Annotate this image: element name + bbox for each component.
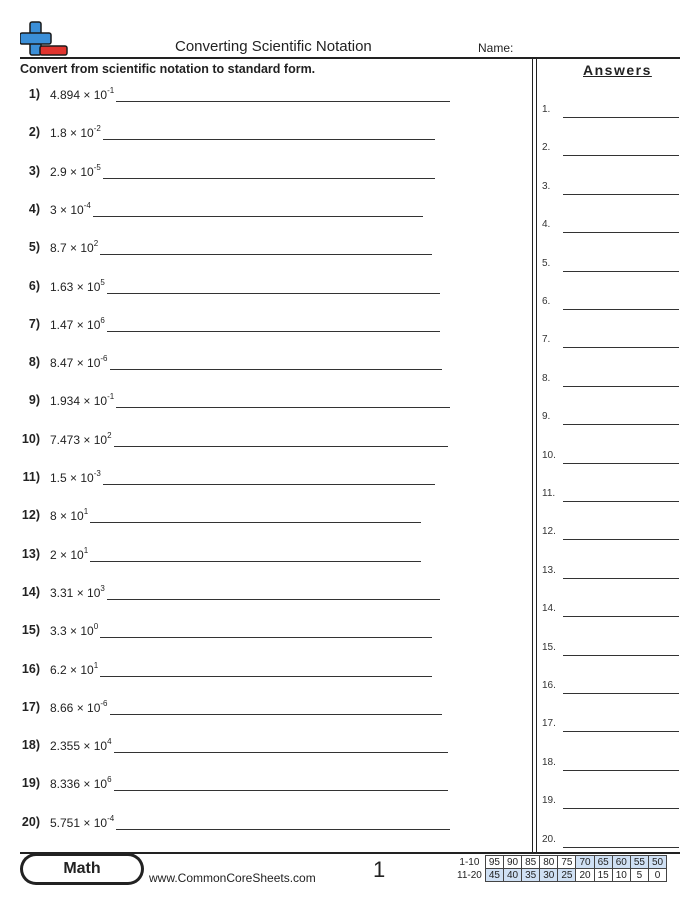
problem-number: 13) [21,546,40,561]
work-line[interactable] [110,714,442,715]
coefficient: 2 × 10 [50,547,84,562]
coefficient: 5.751 × 10 [50,815,108,830]
exponent: -1 [107,392,115,402]
page-number: 1 [373,857,386,882]
problem-number: 10) [21,431,40,446]
answer-blank[interactable] [563,424,679,425]
answer-blank[interactable] [563,616,679,617]
score-cell: 40 [503,869,521,882]
answer-blank[interactable] [563,463,679,464]
answer-number: 12. [542,526,556,538]
score-range-label: 1-10 [459,856,480,868]
coefficient: 8.47 × 10 [50,356,101,371]
answer-blank[interactable] [563,117,679,118]
answer-row [0,565,700,583]
problem-row [0,277,530,297]
answer-row [0,603,700,621]
problem-number: 7) [28,316,40,331]
work-line[interactable] [110,369,442,370]
exponent: -4 [107,813,115,823]
score-cell: 5 [630,869,648,882]
answer-row [0,642,700,660]
score-cell: 70 [576,856,594,869]
coefficient: 3.31 × 10 [50,585,101,600]
problem-expression [50,739,112,753]
answer-row [0,104,700,122]
problem-number: 18) [21,738,40,753]
problem-number: 15) [21,623,40,638]
answer-number: 20. [542,833,556,845]
answer-blank[interactable] [563,309,679,310]
answer-blank[interactable] [563,693,679,694]
coefficient: 8.66 × 10 [50,700,101,715]
score-cell: 75 [558,856,576,869]
answer-blank[interactable] [563,386,679,387]
work-line[interactable] [114,790,448,791]
score-cell: 85 [522,856,540,869]
problem-number: 9) [28,393,40,408]
problem-row [0,506,530,526]
score-cell: 95 [485,856,503,869]
score-table [454,855,667,882]
coefficient: 8 × 10 [50,509,84,524]
answers-title: Answers [583,62,652,78]
problem-expression [50,777,112,791]
problem-number: 19) [21,776,40,791]
problem-number: 4) [28,201,40,216]
exponent: 4 [107,737,112,747]
answer-number: 11. [542,488,556,499]
answer-blank[interactable] [563,808,679,809]
work-line[interactable] [107,599,440,600]
exponent: 3 [100,583,105,593]
exponent: -5 [93,162,101,172]
problem-expression [50,200,91,217]
problem-row [0,85,530,105]
coefficient: 1.934 × 10 [50,394,108,409]
work-line[interactable] [114,446,448,447]
answer-row [0,757,700,775]
answer-row [0,219,700,237]
score-range-label: 11-20 [457,869,482,881]
answer-number: 4. [542,219,551,231]
exponent: 1 [83,545,89,555]
header-divider [20,57,680,59]
answer-number: 13. [542,564,556,576]
problem-number: 6) [28,278,40,293]
score-cell: 65 [594,856,612,869]
answer-row [0,795,700,813]
problem-row [0,621,530,641]
answer-blank[interactable] [563,655,679,656]
problem-number: 14) [21,584,40,599]
problem-number: 1) [28,87,40,101]
problem-row [0,736,530,756]
problem-row [0,353,530,373]
work-line[interactable] [90,522,421,523]
score-cell: 30 [540,869,558,882]
answer-number: 7. [542,334,551,346]
problem-expression [50,624,98,638]
coefficient: 7.473 × 10 [50,432,108,447]
work-line[interactable] [103,139,435,140]
answer-blank[interactable] [563,731,679,732]
score-cell: 20 [576,869,594,882]
problem-expression [50,241,98,255]
problem-expression [50,394,114,408]
answer-row [0,488,700,506]
problem-number: 5) [28,240,40,255]
problem-expression [50,356,108,370]
work-line[interactable] [100,637,432,638]
exponent: 1 [93,660,99,670]
answer-row [0,334,700,352]
coefficient: 1.8 × 10 [50,126,94,141]
answer-number: 19. [542,795,556,807]
exponent: 2 [93,239,99,249]
work-line[interactable] [100,676,432,677]
problem-expression [50,509,88,523]
answer-row [0,834,700,852]
answer-row [0,142,700,160]
score-cell: 45 [485,869,503,882]
answer-number: 10. [542,449,556,461]
exponent: -1 [107,86,115,95]
coefficient: 6.2 × 10 [50,662,94,677]
work-line[interactable] [103,484,435,485]
problem-expression [50,277,105,294]
answer-blank[interactable] [563,347,679,348]
answer-number: 6. [542,296,551,307]
answer-number: 3. [542,180,551,192]
website-url: www.CommonCoreSheets.com [149,871,316,885]
work-line[interactable] [90,561,421,562]
work-line[interactable] [103,178,435,179]
answer-row [0,373,700,391]
problem-expression [50,660,99,677]
problem-row [0,468,530,488]
problem-expression [50,88,114,102]
problem-row [0,238,530,258]
answer-row [0,258,700,276]
coefficient: 2.355 × 10 [50,739,108,754]
problem-row [0,660,530,680]
answer-number: 9. [542,411,551,423]
problem-expression [50,583,105,600]
plus-minus-logo-icon [20,20,68,60]
answer-row [0,526,700,544]
answer-number: 5. [542,257,551,269]
answer-number: 16. [542,680,556,691]
name-label: Name: [478,41,514,55]
answer-number: 18. [542,756,556,768]
problem-row [0,545,530,565]
work-line[interactable] [100,254,432,255]
answer-row [0,181,700,199]
score-row [454,856,667,869]
answer-row [0,680,700,698]
problem-expression [50,471,101,485]
math-badge [20,853,144,885]
coefficient: 2.9 × 10 [50,164,94,179]
answer-blank[interactable] [563,271,679,272]
answer-blank[interactable] [563,847,679,848]
score-cell: 15 [594,869,612,882]
math-badge-label: Math [63,860,101,877]
answer-number: 8. [542,372,551,384]
answer-number: 1. [542,104,551,115]
exponent: 2 [107,430,112,440]
coefficient: 1.47 × 10 [50,317,101,332]
exponent: 1 [83,507,89,517]
problem-row [0,123,530,143]
answer-blank[interactable] [563,155,679,156]
problem-row [0,162,530,182]
problem-expression [50,698,108,715]
problem-number: 8) [28,355,40,370]
coefficient: 1.5 × 10 [50,471,94,485]
answer-blank[interactable] [563,770,679,771]
answer-number: 17. [542,718,556,730]
score-cell: 10 [612,869,630,882]
answer-blank[interactable] [563,501,679,502]
problem-number: 16) [21,661,40,676]
work-line[interactable] [107,331,440,332]
problem-row [0,200,530,220]
answer-row [0,296,700,314]
exponent: -6 [100,698,108,708]
work-line[interactable] [93,216,423,217]
problem-row [0,813,530,833]
exponent: -2 [93,124,101,134]
problem-expression [50,813,115,830]
exponent: -6 [100,354,108,364]
work-line[interactable] [116,407,450,408]
exponent: 5 [100,277,105,287]
work-line[interactable] [107,293,440,294]
work-line[interactable] [114,752,448,753]
problem-expression [50,545,89,562]
answer-blank[interactable] [563,539,679,540]
problem-row [0,698,530,718]
score-cell: 60 [612,856,630,869]
problem-row [0,315,530,335]
answer-number: 2. [542,142,551,154]
score-cell: 25 [558,869,576,882]
problem-expression [50,430,112,447]
coefficient: 3.3 × 10 [50,624,94,639]
problem-expression [50,126,101,140]
coefficient: 8.336 × 10 [50,777,108,792]
problem-number: 3) [28,163,40,178]
page-title: Converting Scientific Notation [175,38,372,55]
answer-number: 14. [542,603,556,615]
answer-row [0,450,700,468]
score-cell: 80 [540,856,558,869]
problem-expression [50,162,101,179]
work-line[interactable] [116,101,450,102]
problem-number: 12) [21,508,40,523]
coefficient: 8.7 × 10 [50,241,94,256]
answer-row [0,718,700,736]
score-cell: 55 [630,856,648,869]
coefficient: 4.894 × 10 [50,88,108,102]
answer-blank[interactable] [563,232,679,233]
problem-row [0,430,530,450]
answer-row [0,411,700,429]
exponent: 6 [100,315,105,325]
score-cell: 90 [503,856,521,869]
problem-number: 20) [21,814,40,829]
exponent: -3 [93,469,101,478]
exponent: 6 [107,775,112,785]
score-row [454,869,667,882]
score-cell: 50 [648,856,666,869]
coefficient: 1.63 × 10 [50,279,101,294]
score-cell: 35 [522,869,540,882]
problem-number: 17) [21,699,40,714]
problem-row [0,391,530,411]
problem-row [0,774,530,794]
problem-number: 11) [22,470,40,484]
score-cell: 0 [648,869,666,882]
problem-number: 2) [28,125,40,140]
coefficient: 3 × 10 [50,202,84,217]
answer-number: 15. [542,641,556,653]
work-line[interactable] [116,829,450,830]
instructions: Convert from scientific notation to standard form. [20,62,316,76]
answer-blank[interactable] [563,194,679,195]
problem-expression [50,315,105,332]
exponent: -4 [83,200,91,210]
problem-row [0,583,530,603]
answer-blank[interactable] [563,578,679,579]
exponent: 0 [93,622,99,632]
